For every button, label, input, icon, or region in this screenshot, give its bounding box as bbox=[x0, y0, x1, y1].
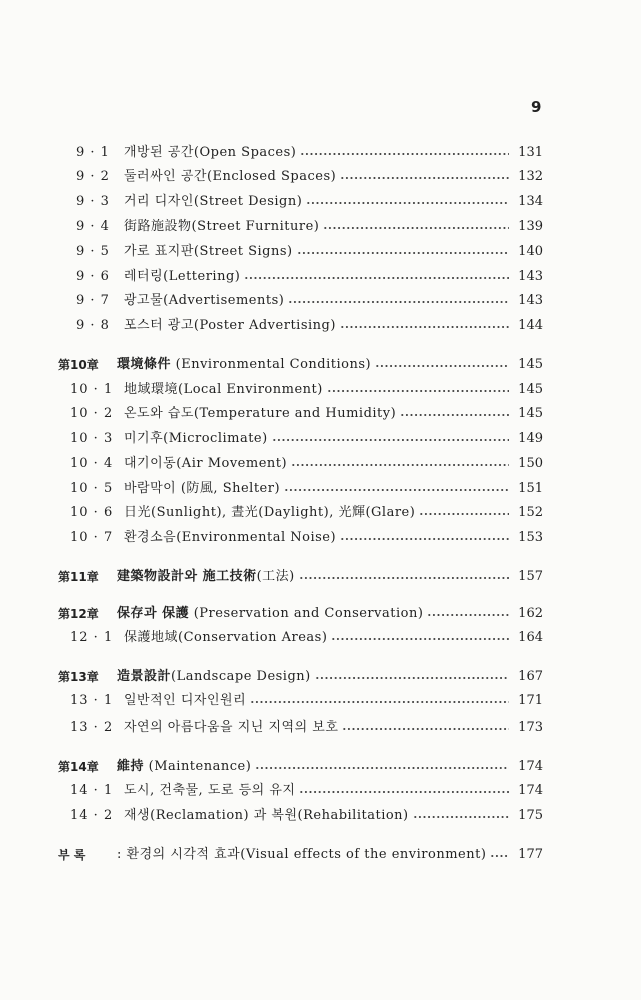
section-number: 9 · 5 bbox=[76, 244, 110, 259]
page-number: 9 bbox=[531, 98, 542, 116]
section-number: 10 · 3 bbox=[70, 431, 114, 446]
entry-title-text: 保護地域(Conservation Areas) bbox=[124, 630, 328, 645]
dot-leader bbox=[342, 725, 509, 733]
toc-section-row bbox=[0, 216, 641, 238]
entry-title bbox=[124, 780, 295, 802]
entry-title-text: 일반적인 디자인원리 bbox=[124, 693, 247, 708]
entry-title-text: 포스터 광고(Poster Advertising) bbox=[124, 318, 336, 333]
dot-leader bbox=[299, 788, 509, 796]
entry-title-text: 개방된 공간(Open Spaces) bbox=[124, 145, 297, 160]
entry-title bbox=[124, 266, 240, 288]
entry-title-text: 대기이동(Air Movement) bbox=[124, 456, 288, 471]
page-ref: 150 bbox=[518, 456, 543, 471]
page-ref: 145 bbox=[518, 357, 543, 372]
chapter-label: 第11章 bbox=[58, 570, 99, 584]
entry-title bbox=[124, 166, 336, 188]
page-ref: 175 bbox=[518, 808, 543, 823]
entry-title-text: 日光(Sunlight), 晝光(Daylight), 光輝(Glare) bbox=[124, 505, 416, 520]
entry-title bbox=[117, 566, 295, 588]
entry-title bbox=[124, 290, 284, 312]
dot-leader bbox=[299, 574, 509, 582]
toc-section-row bbox=[0, 315, 641, 337]
toc-section-row bbox=[0, 290, 641, 312]
dot-leader bbox=[291, 461, 509, 469]
entry-title bbox=[124, 216, 319, 238]
dot-leader bbox=[255, 764, 509, 772]
section-number: 10 · 1 bbox=[70, 382, 114, 397]
toc-section-row bbox=[0, 191, 641, 213]
toc-chapter-row bbox=[0, 666, 641, 688]
dot-leader bbox=[427, 611, 509, 619]
section-number: 10 · 7 bbox=[70, 530, 114, 545]
section-number: 10 · 4 bbox=[70, 456, 114, 471]
entry-title-text: (Preservation and Conservation) bbox=[189, 606, 424, 621]
chapter-label: 第13章 bbox=[58, 670, 99, 684]
toc-section-row bbox=[0, 142, 641, 164]
entry-title bbox=[124, 315, 336, 337]
toc-section-row bbox=[0, 403, 641, 425]
chapter-title: 保存과 保護 bbox=[117, 606, 190, 621]
entry-title-text: (Environmental Conditions) bbox=[171, 357, 372, 372]
dot-leader bbox=[340, 535, 509, 543]
entry-title-text: 레터링(Lettering) bbox=[124, 269, 241, 284]
toc-chapter-row bbox=[0, 566, 641, 588]
entry-title bbox=[124, 453, 287, 475]
toc-section-row bbox=[0, 627, 641, 649]
dot-leader bbox=[375, 362, 509, 370]
page-ref: 132 bbox=[518, 169, 543, 184]
dot-leader bbox=[244, 274, 509, 282]
entry-title-text: 街路施設物(Street Furniture) bbox=[124, 219, 320, 234]
dot-leader bbox=[306, 199, 509, 207]
entry-title-text: 환경소음(Environmental Noise) bbox=[124, 530, 337, 545]
dot-leader bbox=[331, 635, 509, 643]
entry-title bbox=[124, 805, 409, 827]
dot-leader bbox=[340, 323, 509, 331]
page-ref: 174 bbox=[518, 759, 543, 774]
page-ref: 143 bbox=[518, 293, 543, 308]
section-number: 10 · 5 bbox=[70, 481, 114, 496]
toc-chapter-row bbox=[0, 354, 641, 376]
toc-section-row bbox=[0, 502, 641, 524]
toc-section-row bbox=[0, 478, 641, 500]
dot-leader bbox=[419, 510, 509, 518]
page-ref: 152 bbox=[518, 505, 543, 520]
section-number: 9 · 7 bbox=[76, 293, 110, 308]
dot-leader bbox=[490, 852, 509, 860]
page-ref: 167 bbox=[518, 669, 543, 684]
section-number: 14 · 1 bbox=[70, 783, 114, 798]
page-ref: 143 bbox=[518, 269, 543, 284]
dot-leader bbox=[272, 436, 509, 444]
page-ref: 131 bbox=[518, 145, 543, 160]
page-ref: 177 bbox=[518, 847, 543, 862]
page-ref: 153 bbox=[518, 530, 543, 545]
entry-title-text: 광고물(Advertisements) bbox=[124, 293, 285, 308]
entry-title bbox=[124, 191, 302, 213]
chapter-label: 第14章 bbox=[58, 760, 99, 774]
entry-title bbox=[117, 354, 371, 376]
entry-title bbox=[124, 241, 293, 263]
section-number: 9 · 6 bbox=[76, 269, 110, 284]
toc-chapter-row bbox=[0, 603, 641, 625]
entry-title bbox=[117, 603, 423, 625]
chapter-title: 造景設計 bbox=[117, 669, 172, 684]
toc-section-row bbox=[0, 428, 641, 450]
section-number: 14 · 2 bbox=[70, 808, 114, 823]
section-number: 13 · 2 bbox=[70, 720, 114, 735]
dot-leader bbox=[340, 174, 509, 182]
toc-section-row bbox=[0, 527, 641, 549]
section-number: 10 · 6 bbox=[70, 505, 114, 520]
entry-title bbox=[124, 142, 296, 164]
page-ref: 139 bbox=[518, 219, 543, 234]
dot-leader bbox=[297, 249, 509, 257]
toc-section-row bbox=[0, 266, 641, 288]
dot-leader bbox=[284, 486, 509, 494]
page-ref: 151 bbox=[518, 481, 543, 496]
page-ref: 162 bbox=[518, 606, 543, 621]
dot-leader bbox=[250, 698, 509, 706]
entry-title-text: : 환경의 시각적 효과(Visual effects of the environment) bbox=[117, 847, 487, 862]
entry-title-text: (Maintenance) bbox=[144, 759, 252, 774]
entry-title bbox=[124, 690, 246, 712]
dot-leader bbox=[315, 674, 509, 682]
entry-title bbox=[117, 844, 486, 866]
entry-title bbox=[124, 428, 268, 450]
toc-section-row bbox=[0, 717, 641, 739]
section-number: 9 · 8 bbox=[76, 318, 110, 333]
page-ref: 149 bbox=[518, 431, 543, 446]
entry-title bbox=[124, 478, 280, 500]
section-number: 9 · 1 bbox=[76, 145, 110, 160]
dot-leader bbox=[323, 224, 509, 232]
page-ref: 171 bbox=[518, 693, 543, 708]
page-ref: 145 bbox=[518, 406, 543, 421]
dot-leader bbox=[400, 411, 509, 419]
chapter-label: 부 록 bbox=[58, 848, 86, 862]
section-number: 9 · 4 bbox=[76, 219, 110, 234]
toc-section-row bbox=[0, 453, 641, 475]
toc-section-row bbox=[0, 241, 641, 263]
entry-title-text: 바람막이 (防風, Shelter) bbox=[124, 481, 281, 496]
entry-title bbox=[117, 756, 251, 778]
entry-title bbox=[124, 717, 338, 739]
toc-chapter-row bbox=[0, 756, 641, 778]
entry-title bbox=[117, 666, 311, 688]
entry-title-text: 가로 표지판(Street Signs) bbox=[124, 244, 293, 259]
chapter-title: 環境條件 bbox=[117, 357, 172, 372]
section-number: 10 · 2 bbox=[70, 406, 114, 421]
entry-title bbox=[124, 403, 396, 425]
dot-leader bbox=[300, 150, 509, 158]
section-number: 9 · 3 bbox=[76, 194, 110, 209]
page-ref: 157 bbox=[518, 569, 543, 584]
section-number: 12 · 1 bbox=[70, 630, 114, 645]
entry-title bbox=[124, 502, 415, 524]
entry-title-text: 地域環境(Local Environment) bbox=[124, 382, 323, 397]
entry-title-text: 미기후(Microclimate) bbox=[124, 431, 268, 446]
toc-section-row bbox=[0, 780, 641, 802]
dot-leader bbox=[413, 813, 509, 821]
page-ref: 174 bbox=[518, 783, 543, 798]
toc-section-row bbox=[0, 166, 641, 188]
chapter-title: 建築物設計와 施工技術 bbox=[117, 569, 257, 584]
chapter-label: 第12章 bbox=[58, 607, 99, 621]
toc-section-row bbox=[0, 379, 641, 401]
chapter-label: 第10章 bbox=[58, 358, 99, 372]
entry-title-text: 재생(Reclamation) 과 복원(Rehabilitation) bbox=[124, 808, 409, 823]
chapter-title: 維持 bbox=[117, 759, 145, 774]
toc-chapter-row bbox=[0, 844, 641, 866]
section-number: 9 · 2 bbox=[76, 169, 110, 184]
page-ref: 173 bbox=[518, 720, 543, 735]
entry-title bbox=[124, 379, 323, 401]
entry-title-text: (Landscape Design) bbox=[171, 669, 311, 684]
page-ref: 144 bbox=[518, 318, 543, 333]
page-ref: 145 bbox=[518, 382, 543, 397]
entry-title-text: 둘러싸인 공간(Enclosed Spaces) bbox=[124, 169, 337, 184]
dot-leader bbox=[327, 387, 509, 395]
entry-title-text: (工法) bbox=[256, 569, 295, 584]
toc-section-row bbox=[0, 805, 641, 827]
entry-title-text: 도시, 건축물, 도로 등의 유지 bbox=[124, 783, 296, 798]
entry-title-text: 온도와 습도(Temperature and Humidity) bbox=[124, 406, 397, 421]
entry-title bbox=[124, 527, 336, 549]
entry-title bbox=[124, 627, 327, 649]
entry-title-text: 거리 디자인(Street Design) bbox=[124, 194, 303, 209]
section-number: 13 · 1 bbox=[70, 693, 114, 708]
page-ref: 134 bbox=[518, 194, 543, 209]
entry-title-text: 자연의 아름다움을 지닌 지역의 보호 bbox=[124, 720, 339, 735]
page-ref: 140 bbox=[518, 244, 543, 259]
page-ref: 164 bbox=[518, 630, 543, 645]
dot-leader bbox=[288, 298, 509, 306]
toc-section-row bbox=[0, 690, 641, 712]
